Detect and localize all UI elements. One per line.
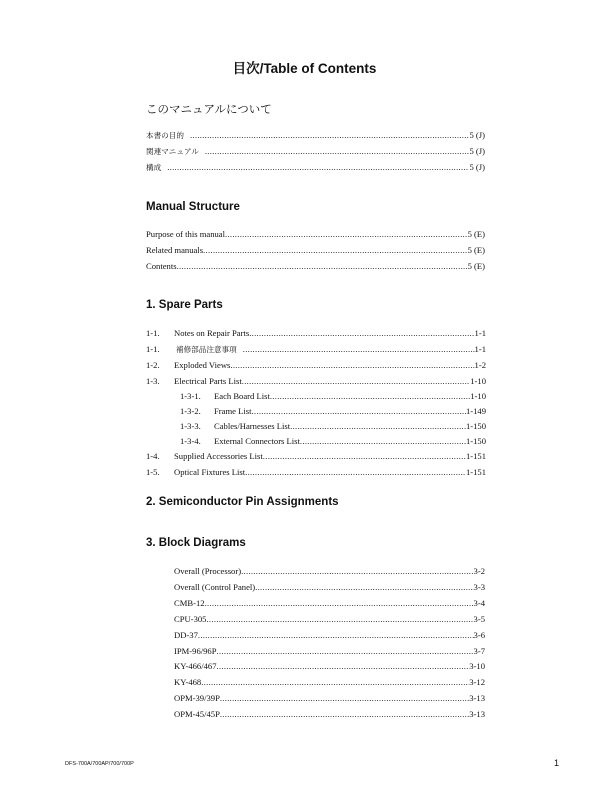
toc-entry-page: 1-150	[465, 421, 486, 431]
toc-entry-label: 補修部品注意事項	[176, 345, 237, 354]
leader-dots	[205, 598, 474, 608]
toc-entry-label: 本書の目的	[146, 131, 184, 140]
toc-entry[interactable]	[146, 146, 485, 160]
toc-entry[interactable]	[146, 451, 486, 465]
toc-entry[interactable]	[146, 261, 485, 275]
toc-entry-page: 1-1	[474, 328, 486, 338]
toc-entry-label: 関連マニュアル	[146, 147, 199, 156]
toc-entry-label: Contents	[146, 261, 177, 271]
toc-entry-page: 3-13	[469, 693, 485, 703]
leader-dots	[190, 130, 470, 140]
toc-entry[interactable]	[146, 162, 485, 176]
toc-entry[interactable]	[174, 661, 485, 675]
leader-dots	[177, 261, 468, 271]
toc-entry-page: 1-10	[470, 391, 486, 401]
toc-entry-label: Overall (Control Panel)	[174, 582, 256, 592]
leader-dots	[300, 436, 466, 446]
section-heading-semiconductor[interactable]: 2. Semiconductor Pin Assignments	[146, 496, 339, 508]
toc-entry[interactable]	[174, 630, 485, 644]
toc-entry-number: 1-3-3.	[180, 421, 201, 431]
toc-entry-number: 1-4.	[146, 451, 160, 461]
toc-entry-label: KY-468	[174, 677, 202, 687]
toc-entry-number: 1-3-1.	[180, 391, 201, 401]
leader-dots	[290, 421, 466, 431]
toc-entry-label: Supplied Accessories List	[174, 451, 263, 461]
toc-entry-label: OPM-39/39P	[174, 693, 220, 703]
toc-entry-label: KY-466/467	[174, 661, 217, 671]
toc-entry-page: 1-10	[470, 376, 486, 386]
leader-dots	[201, 677, 469, 687]
toc-entry-number: 1-1.	[146, 344, 160, 354]
toc-entry-page: 1-150	[465, 436, 486, 446]
toc-entry-label: CMB-12	[174, 598, 205, 608]
toc-entry-page: 1-151	[465, 451, 486, 461]
toc-entry-label: Exploded Views	[174, 360, 231, 370]
toc-entry-label: External Connectors List	[214, 436, 300, 446]
leader-dots	[167, 162, 469, 172]
footer-model: DFS-700A/700AP/700/700P	[65, 761, 134, 767]
toc-entry-page: 3-6	[473, 630, 485, 640]
toc-entry-page: 3-2	[473, 566, 485, 576]
leader-dots	[220, 693, 469, 703]
toc-entry-number: 1-5.	[146, 467, 160, 477]
section-heading-about-manual: このマニュアルについて	[146, 102, 272, 116]
leader-dots	[205, 146, 470, 156]
toc-entry[interactable]	[174, 709, 485, 723]
toc-entry[interactable]	[146, 245, 485, 259]
toc-entry-label: DD-37	[174, 630, 198, 640]
leader-dots	[225, 229, 468, 239]
toc-entry-label: Related manuals	[146, 245, 204, 255]
leader-dots	[263, 451, 466, 461]
toc-entry-page: 5 (J)	[469, 130, 485, 140]
toc-entry-page: 1-1	[474, 344, 486, 354]
toc-entry-page: 3-5	[473, 614, 485, 624]
toc-entry[interactable]	[174, 614, 485, 628]
toc-entry[interactable]	[174, 693, 485, 707]
leader-dots	[251, 406, 465, 416]
toc-entry-page: 3-12	[469, 677, 485, 687]
section-heading-block-diagrams: 3. Block Diagrams	[146, 537, 246, 549]
leader-dots	[270, 391, 470, 401]
leader-dots	[220, 709, 469, 719]
toc-sub-entry[interactable]	[180, 436, 486, 450]
toc-entry-label: Frame List	[214, 406, 252, 416]
leader-dots	[217, 661, 470, 671]
toc-entry[interactable]	[146, 467, 486, 481]
toc-entry-page: 5 (E)	[467, 261, 485, 271]
leader-dots	[217, 646, 474, 656]
toc-entry-label: CPU-305	[174, 614, 207, 624]
toc-entry-page: 1-149	[465, 406, 486, 416]
toc-entry[interactable]	[174, 646, 485, 660]
toc-entry[interactable]	[146, 229, 485, 243]
toc-entry-label: 構成	[146, 163, 162, 172]
toc-entry-label: Each Board List	[214, 391, 270, 401]
leader-dots	[243, 344, 475, 354]
leader-dots	[206, 614, 473, 624]
toc-entry-label: Notes on Repair Parts	[174, 328, 250, 338]
section-heading-manual-structure: Manual Structure	[146, 201, 240, 213]
toc-entry-page: 1-2	[474, 360, 486, 370]
toc-sub-entry[interactable]	[180, 406, 486, 420]
leader-dots	[242, 376, 470, 386]
toc-entry-label: Purpose of this manual	[146, 229, 226, 239]
page-title: 目次/Table of Contents	[232, 61, 377, 76]
toc-entry-page: 1-151	[465, 467, 486, 477]
footer-page-number: 1	[554, 758, 560, 768]
toc-entry-label: Overall (Processor)	[174, 566, 242, 576]
toc-entry-label: IPM-96/96P	[174, 646, 217, 656]
toc-entry[interactable]	[146, 376, 486, 390]
toc-entry[interactable]	[174, 677, 485, 691]
toc-entry[interactable]	[146, 344, 486, 358]
toc-entry-label: Cables/Harnesses List	[214, 421, 291, 431]
toc-sub-entry[interactable]	[180, 421, 486, 435]
toc-entry[interactable]	[146, 328, 486, 342]
leader-dots	[245, 467, 466, 477]
toc-entry-page: 5 (E)	[467, 245, 485, 255]
toc-entry-page: 5 (E)	[467, 229, 485, 239]
toc-entry-number: 1-1.	[146, 328, 160, 338]
toc-entry-page: 3-4	[473, 598, 485, 608]
section-heading-spare-parts: 1. Spare Parts	[146, 299, 223, 311]
toc-sub-entry[interactable]	[180, 391, 486, 405]
toc-entry-label: Optical Fixtures List	[174, 467, 246, 477]
toc-entry-page: 3-10	[469, 661, 485, 671]
toc-entry[interactable]	[146, 360, 486, 374]
toc-entry-number: 1-3.	[146, 376, 160, 386]
leader-dots	[198, 630, 474, 640]
leader-dots	[255, 582, 473, 592]
toc-entry[interactable]	[146, 130, 485, 144]
toc-entry-page: 3-7	[473, 646, 485, 656]
toc-entry-page: 3-3	[473, 582, 485, 592]
toc-entry[interactable]	[174, 582, 485, 596]
toc-entry[interactable]	[174, 598, 485, 612]
toc-entry-page: 5 (J)	[469, 162, 485, 172]
leader-dots	[249, 328, 474, 338]
toc-entry-label: OPM-45/45P	[174, 709, 220, 719]
toc-entry-number: 1-2.	[146, 360, 160, 370]
leader-dots	[241, 566, 473, 576]
leader-dots	[203, 245, 468, 255]
leader-dots	[230, 360, 474, 370]
toc-entry-page: 5 (J)	[469, 146, 485, 156]
toc-entry-label: Electrical Parts List	[174, 376, 242, 386]
toc-entry-number: 1-3-4.	[180, 436, 201, 446]
toc-entry-number: 1-3-2.	[180, 406, 201, 416]
toc-entry[interactable]	[174, 566, 485, 580]
toc-entry-page: 3-13	[469, 709, 485, 719]
